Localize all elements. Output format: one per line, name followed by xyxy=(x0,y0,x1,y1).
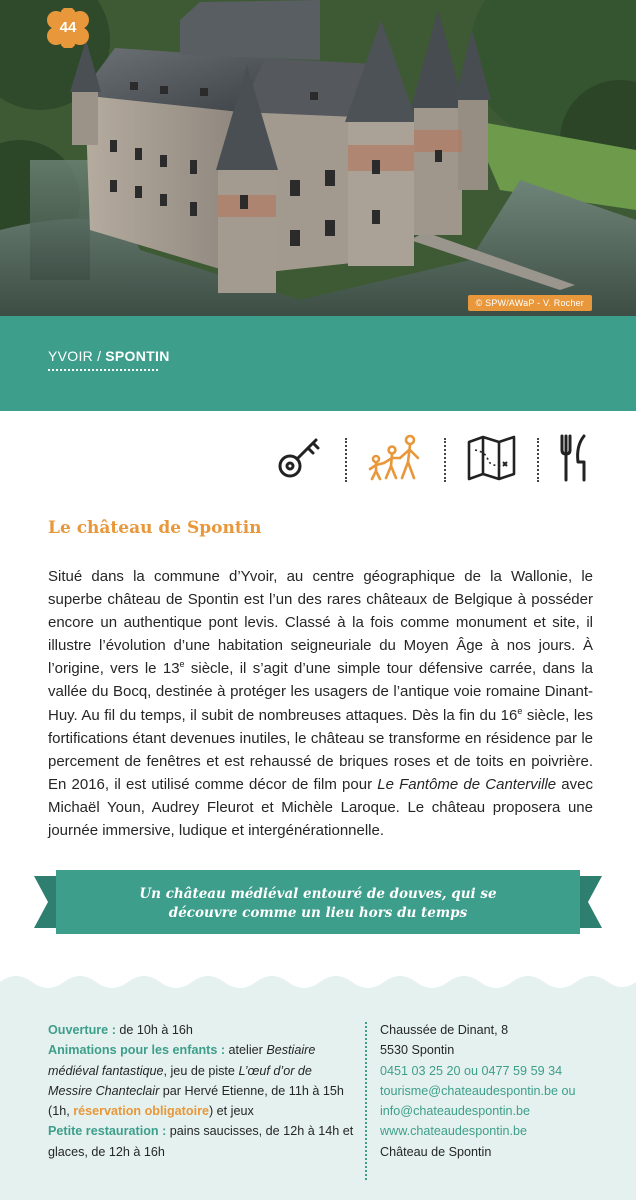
article-text-1: Situé dans la commune d’Yvoir, au centre géographique de la Wallonie, le superbe château de Spontin est l’un des rares châteaux de Belgique à posséder encore un authentique pont levis. Classé à la fois comme monument et site, il illustre l’évolution d’une habitation seigneuriale du Moyen Âge à nos jours. À l’origine, vers le 13 xyxy=(48,568,593,678)
kids-activities xyxy=(48,1040,354,1121)
superscript: e xyxy=(517,705,523,716)
quote-line-2: découvre comme un lieu hors du temps xyxy=(168,905,468,921)
kids-label: Animations pour les enfants : xyxy=(48,1043,226,1058)
kids-text: , jeu de piste xyxy=(163,1063,239,1078)
food-info xyxy=(48,1121,354,1162)
kids-text: atelier xyxy=(225,1043,267,1058)
article-text-3: siècle, les fortifications étant devenues inutiles, le château se transforme en résidence par le percement de fenêtres et est rehaussé de briques roses et de toits en poivrière. En 2016, il est utilisé comme décor de film pour xyxy=(48,706,593,793)
address-street: Chaussée de Dinant, 8 xyxy=(380,1023,509,1037)
kids-workshop-title: Bestiaire médiéval fantastique xyxy=(48,1043,316,1078)
key-icon xyxy=(276,432,326,482)
email-link-tourisme[interactable]: tourisme@chateaudespontin.be ou xyxy=(380,1083,576,1098)
activity-icons xyxy=(272,432,602,492)
food-label: Petite restauration : xyxy=(48,1124,167,1139)
family-walk-icon xyxy=(366,432,422,484)
breadcrumb-underline xyxy=(48,369,158,371)
article-body xyxy=(48,565,593,842)
icon-divider xyxy=(444,438,446,482)
food-value: pains saucisses, de 12h à 14h et glaces, de 12h à 16h xyxy=(48,1124,354,1159)
column-divider xyxy=(365,1022,367,1180)
castle-photo xyxy=(0,0,636,316)
quote-line-1: Un château médiéval entouré de douves, qui se xyxy=(139,886,497,902)
superscript: e xyxy=(179,659,185,670)
reservation-required: réservation obligatoire xyxy=(73,1104,209,1119)
icon-divider xyxy=(537,438,539,482)
visit-info xyxy=(48,1020,354,1162)
kids-text: par Hervé Etienne, de 11h à 15h (1h, xyxy=(48,1083,344,1119)
film-title: Le Fantôme de Canterville xyxy=(377,775,557,793)
opening-value: de 10h à 16h xyxy=(115,1023,193,1037)
castle-illustration xyxy=(0,0,636,316)
opening-label: Ouverture : xyxy=(48,1023,116,1037)
kids-text: ) et jeux xyxy=(208,1104,254,1119)
article-text-4: avec Michaël Youn, Audrey Fleurot et Michèle Laroque. Le château proposera une journée immersive, ludique et intergénérationnelle. xyxy=(48,775,593,840)
band-wave-divider xyxy=(0,392,636,418)
phone-link[interactable]: 0451 03 25 20 ou 0477 59 59 34 xyxy=(380,1063,563,1078)
cutlery-icon xyxy=(554,432,594,484)
photo-credit: © SPW/AWaP - V. Rocher xyxy=(468,295,592,311)
website-link[interactable]: www.chateaudespontin.be xyxy=(380,1124,528,1139)
address-city: 5530 Spontin xyxy=(380,1043,455,1058)
breadcrumb-region: YVOIR xyxy=(48,348,94,364)
breadcrumb xyxy=(48,348,170,364)
page-number-badge xyxy=(46,8,90,48)
opening-hours xyxy=(48,1020,354,1040)
venue-name: Château de Spontin xyxy=(380,1144,492,1159)
quote xyxy=(100,885,536,923)
icon-divider xyxy=(345,438,347,482)
breadcrumb-place: SPONTIN xyxy=(105,348,170,364)
kids-game-title: L’œuf d’or de Messire Chanteclair xyxy=(48,1063,312,1098)
contact-info xyxy=(380,1020,610,1162)
treasure-map-icon xyxy=(466,432,518,482)
email-link-info[interactable]: info@chateaudespontin.be xyxy=(380,1104,531,1119)
breadcrumb-separator: / xyxy=(97,348,102,364)
page-number: 44 xyxy=(59,19,77,36)
article-text-2: siècle, il s’agit d’une simple tour défensive carrée, dans la vallée du Bocq, destinée à protéger les usagers de l’antique voie romaine Dinant-Huy. Au fil du temps, il subit de nombreuses attaques. Dès la fin du 16 xyxy=(48,660,594,724)
article-title: Le château de Spontin xyxy=(48,518,262,538)
